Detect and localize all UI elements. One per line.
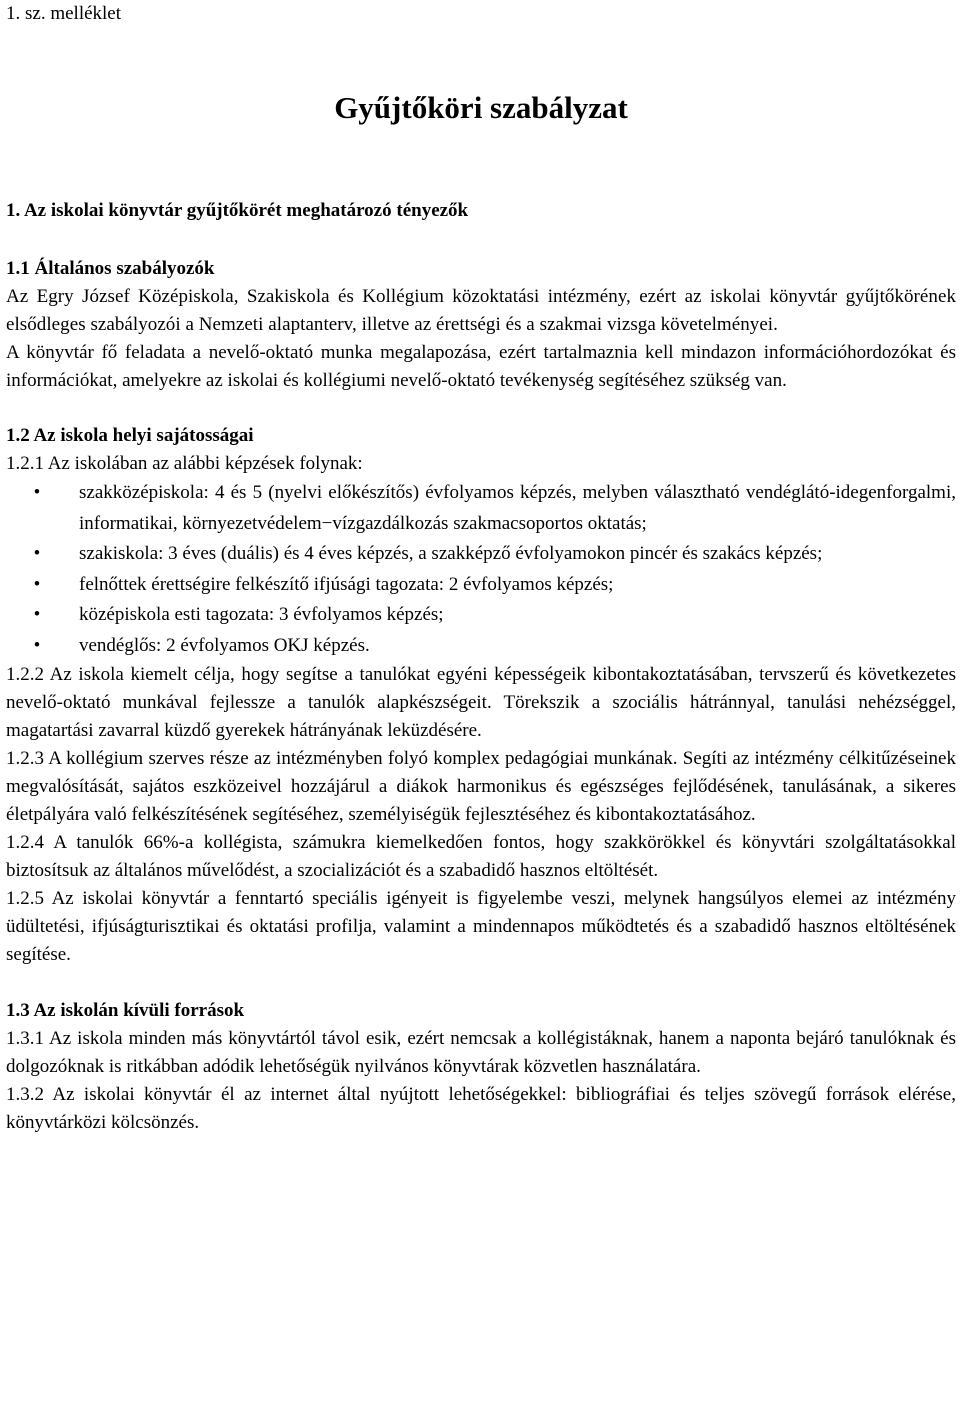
bullet-icon: • <box>33 604 41 625</box>
section-1-3-heading: 1.3 Az iskolán kívüli források <box>6 1000 245 1021</box>
list-item-text: szakközépiskola: 4 és 5 (nyelvi előkészítős) évfolyamos képzés, melyben választható vendéglátó-idegenforgalmi, informatikai, környezetvédelem−vízgazdálkozás szakmacsoportos oktatás; <box>79 482 956 534</box>
section-1-2-1-intro: 1.2.1 Az iskolában az alábbi képzések folynak: <box>6 453 363 474</box>
list-item <box>6 631 956 662</box>
page-title: Gyűjtőköri szabályzat <box>334 90 628 125</box>
list-item <box>6 478 956 539</box>
section-1-2-2-paragraph: 1.2.2 Az iskola kiemelt célja, hogy segítse a tanulókat egyéni képességeik kibontakoztatásában, tervszerű és következetes nevelő-oktató munkával fejlessze a tanulók alapkészségeit. Törekszik a szociális hátránnyal, tanulási nehézséggel, magatartási zavarral küzdő gyerekek hátrányának leküzdésére. <box>6 664 956 741</box>
section-1-2-4-paragraph: 1.2.4 A tanulók 66%-a kollégista, számukra kiemelkedően fontos, hogy szakkörökkel és könyvtári szolgáltatásokkal biztosítsuk az általános művelődést, a szocializációt és a szabadidő hasznos eltöltését. <box>6 832 956 881</box>
section-1-2-5-paragraph: 1.2.5 Az iskolai könyvtár a fenntartó speciális igényeit is figyelembe veszi, melynek hangsúlyos elemei az intézmény üdültetési, ifjúságturisztikai és oktatási profilja, valamint a mindennapos működtetés és a szabadidő hasznos eltöltésének segítése. <box>6 888 956 965</box>
list-item-text: szakiskola: 3 éves (duális) és 4 éves képzés, a szakképző évfolyamokon pincér és szakács képzés; <box>79 543 823 564</box>
document-page <box>6 0 956 1137</box>
bullet-icon: • <box>33 482 41 503</box>
section-1-1-paragraph-2: A könyvtár fő feladata a nevelő-oktató munka megalapozása, ezért tartalmaznia kell mindazon információhordozókat és információkat, amelyekre az iskolai és kollégiumi nevelő-oktató tevékenység segítéséhez szükség van. <box>6 342 956 391</box>
list-item <box>6 570 956 601</box>
list-item-text: felnőttek érettségire felkészítő ifjúsági tagozata: 2 évfolyamos képzés; <box>79 573 614 595</box>
bullet-icon: • <box>33 543 41 564</box>
section-1-heading: 1. Az iskolai könyvtár gyűjtőkörét meghatározó tényezők <box>6 200 469 221</box>
section-1-1-heading: 1.1 Általános szabályozók <box>6 258 215 279</box>
list-item <box>6 539 956 570</box>
section-1-2-3-paragraph: 1.2.3 A kollégium szerves része az intézményben folyó komplex pedagógiai munkának. Segíti az intézmény célkitűzéseinek megvalósítását, sajátos eszközeivel hozzájárul a diákok harmonikus és egészséges fejlődésének, tanulásának, a sikeres életpályára való felkészítésének segítéséhez, személyiségük fejlesztéséhez és kibontakoztatásához. <box>6 748 956 825</box>
list-item-text: vendéglős: 2 évfolyamos OKJ képzés. <box>79 634 370 656</box>
bullet-icon: • <box>33 634 41 656</box>
annex-label: 1. sz. melléklet <box>6 3 122 24</box>
bullet-icon: • <box>33 573 41 595</box>
list-item <box>6 600 956 631</box>
section-1-2-heading: 1.2 Az iskola helyi sajátosságai <box>6 425 254 446</box>
section-1-3-1-paragraph: 1.3.1 Az iskola minden más könyvtártól távol esik, ezért nemcsak a kollégistáknak, hanem a naponta bejáró tanulóknak és dolgozóknak is ritkábban adódik lehetőségük nyilvános könyvtárak közvetlen használatára. <box>6 1028 956 1077</box>
list-item-text: középiskola esti tagozata: 3 évfolyamos képzés; <box>79 604 444 625</box>
section-1-3-2-paragraph: 1.3.2 Az iskolai könyvtár él az internet által nyújtott lehetőségekkel: bibliográfiai és teljes szövegű források elérése, könyvtárközi kölcsönzés. <box>6 1084 956 1133</box>
training-list <box>6 478 956 661</box>
section-1-1-paragraph-1: Az Egry József Középiskola, Szakiskola és Kollégium közoktatási intézmény, ezért az iskolai könyvtár gyűjtőkörének elsődleges szabályozói a Nemzeti alaptanterv, illetve az érettségi és a szakmai vizsga követelményei. <box>6 286 956 335</box>
